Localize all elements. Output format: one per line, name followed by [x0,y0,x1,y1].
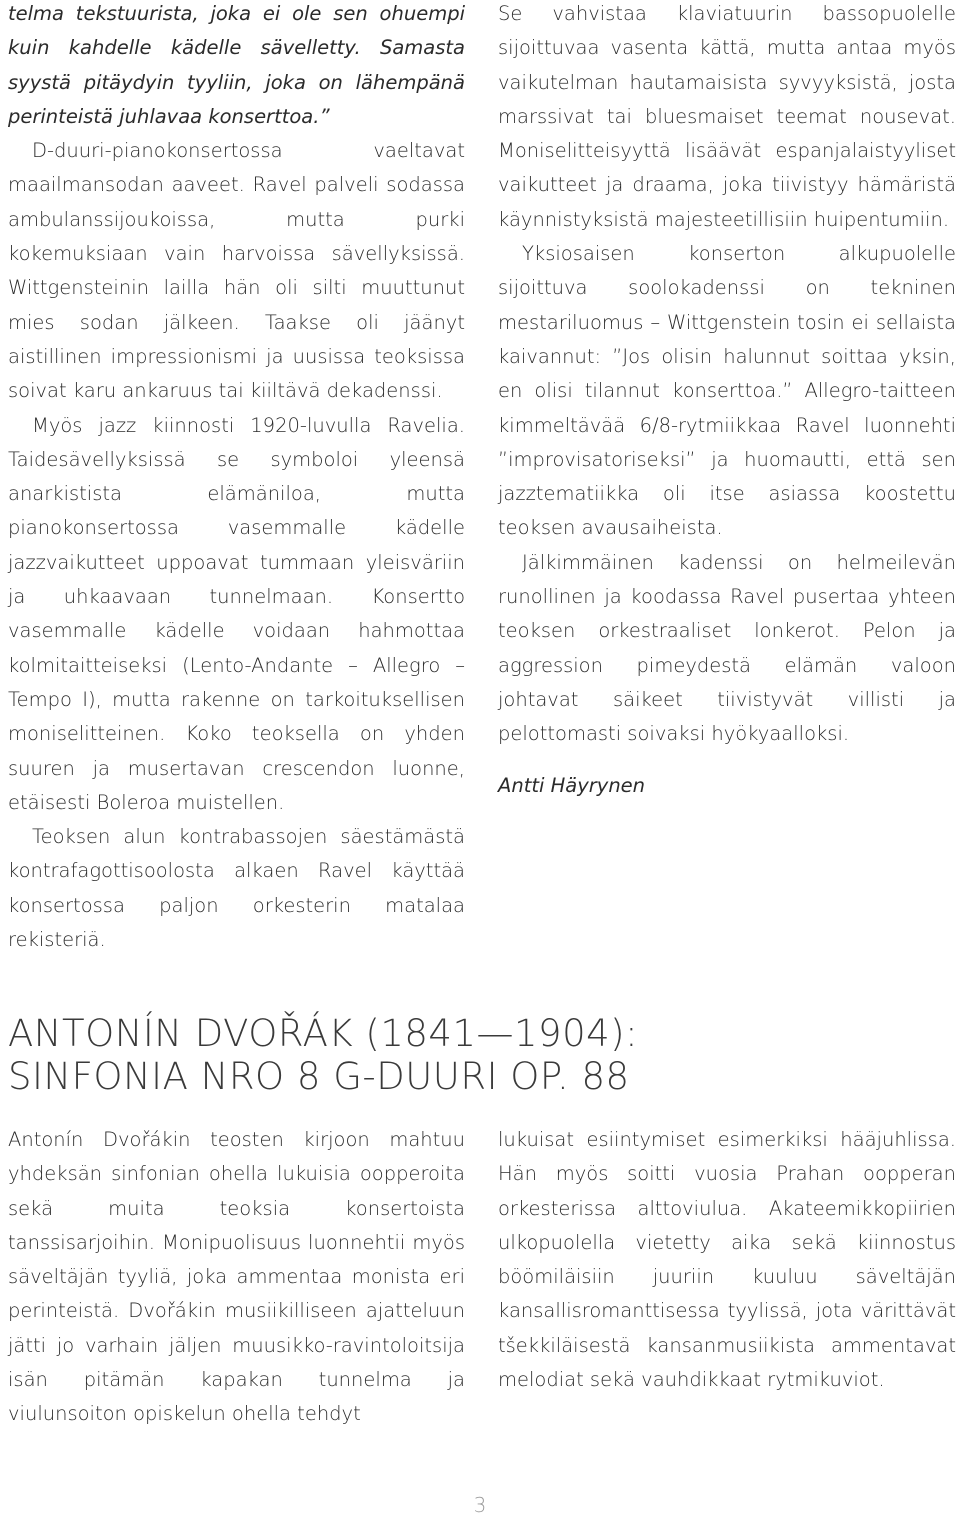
author-signature: Antti Häyrynen [498,773,646,797]
paragraph: Yksiosaisen konserton alkupuolelle sijoittuva soolokadenssi on tekninen mestariluomus – Wittgenstein tosin ei sellaista kaivannut: ”Jos olisin halunnut soittaa yksin, en olisi tilannut konserttoa.” Allegro-taitteen kimmeltävää 6/8-rytmiikkaa Ravel luonnehti ”improvisatoriseksi” ja huomautti, että sen jazztematiikka oli itse asiassa koostettu teoksen avausaiheista. [498,242,956,540]
upper-right-column [498,0,956,803]
page-number: 3 [473,1493,487,1517]
paragraph: Myös jazz kiinnosti 1920-luvulla Ravelia. Taidesävellyksissä se symboloi yleensä anarkistista elämäniloa, mutta pianokonsertossa vasemmalle kädelle jazzvaikutteet uppoavat tummaan yleisväriin ja uhkaavaan tunnelmaan. Konsertto vasemmalle kädelle voidaan hahmottaa kolmitaitteiseksi (Lento-Andante – Allegro – Tempo I), mutta rakenne on tarkoituksellisen moniselitteinen. Koko teoksella on yhden suuren ja musertavan crescendon luonne, etäisesti Boleroa muistellen. [8,413,465,814]
heading-line-composer: ANTONÍN DVOŘÁK (1841—1904): [8,1012,639,1055]
paragraph: Teoksen alun kontrabassojen säestämästä kontrafagottisoolosta alkaen Ravel käyttää konsertossa paljon orkesterin matalaa rekisteriä. [8,825,465,952]
section-heading [8,1012,952,1098]
paragraph: Se vahvistaa klaviatuurin bassopuolelle sijoittuvaa vasenta kättä, mutta antaa myös vaikutelman hautamaisista syvyyksistä, josta marssivat tai bluesmaiset teemat nousevat. Moniselitteisyyttä lisäävät espanjalaistyyliset vaikutteet ja draama, joka tiivistyy hämäristä käynnistyksistä majesteetillisiin huipentumiin. [498,2,956,231]
lower-left-column [8,1123,465,1432]
paragraph: lukuisat esiintymiset esimerkiksi hääjuhlissa. Hän myös soitti vuosia Prahan oopperan orkesterissa alttoviulua. Akateemikkopiirien ulkopuolella vietetty aika sekä kiinnostus böömiläisiin juuriin kuuluu säveltäjän kansallisromanttisessa tyylissä, jota värittävät tšekkiläisestä kansanmusiikista ammentavat melodiat sekä vauhdikkaat rytmikuviot. [498,1128,956,1392]
paragraph: Antonín Dvořákin teosten kirjoon mahtuu yhdeksän sinfonian ohella lukuisia oopperoita sekä muita teoksia konsertoista tanssisarjoihin. Monipuolisuus luonnehtii myös säveltäjän tyyliä, joka ammentaa monista eri perinteistä. Dvořákin musiikilliseen ajatteluun jätti jo varhain jäljen muusikko-ravintoloitsija isän pitämän kapakan tunnelma ja viulunsoiton opiskelun ohella tehdyt [8,1128,465,1426]
upper-left-column [8,0,465,957]
lower-right-column [498,1123,956,1397]
paragraph: telma tekstuurista, joka ei ole sen ohuempi kuin kahdelle kädelle sävelletty. Samasta syystä pitäydyin tyyliin, joka on lähempänä perinteistä juhlavaa konserttoa.” [8,2,465,128]
heading-line-work: SINFONIA NRO 8 G-DUURI OP. 88 [8,1055,630,1098]
paragraph: D-duuri-pianokonsertossa vaeltavat maailmansodan aaveet. Ravel palveli sodassa ambulanssijoukoissa, mutta purki kokemuksiaan vain harvoissa sävellyksissä. Wittgensteinin lailla hän oli silti muuttunut mies sodan jälkeen. Taakse oli jäänyt aistillinen impressionismi ja uusissa teoksissa soivat karu ankaruus tai kiiltävä dekadenssi. [8,139,465,403]
paragraph: Jälkimmäinen kadenssi on helmeilevän runollinen ja koodassa Ravel pusertaa yhteen teoksen orkestraaliset lonkerot. Pelon ja aggression pimeydestä elämän valoon johtavat säikeet tiivistyvät villisti ja pelottomasti soivaksi hyökyaalloksi. [498,550,956,746]
